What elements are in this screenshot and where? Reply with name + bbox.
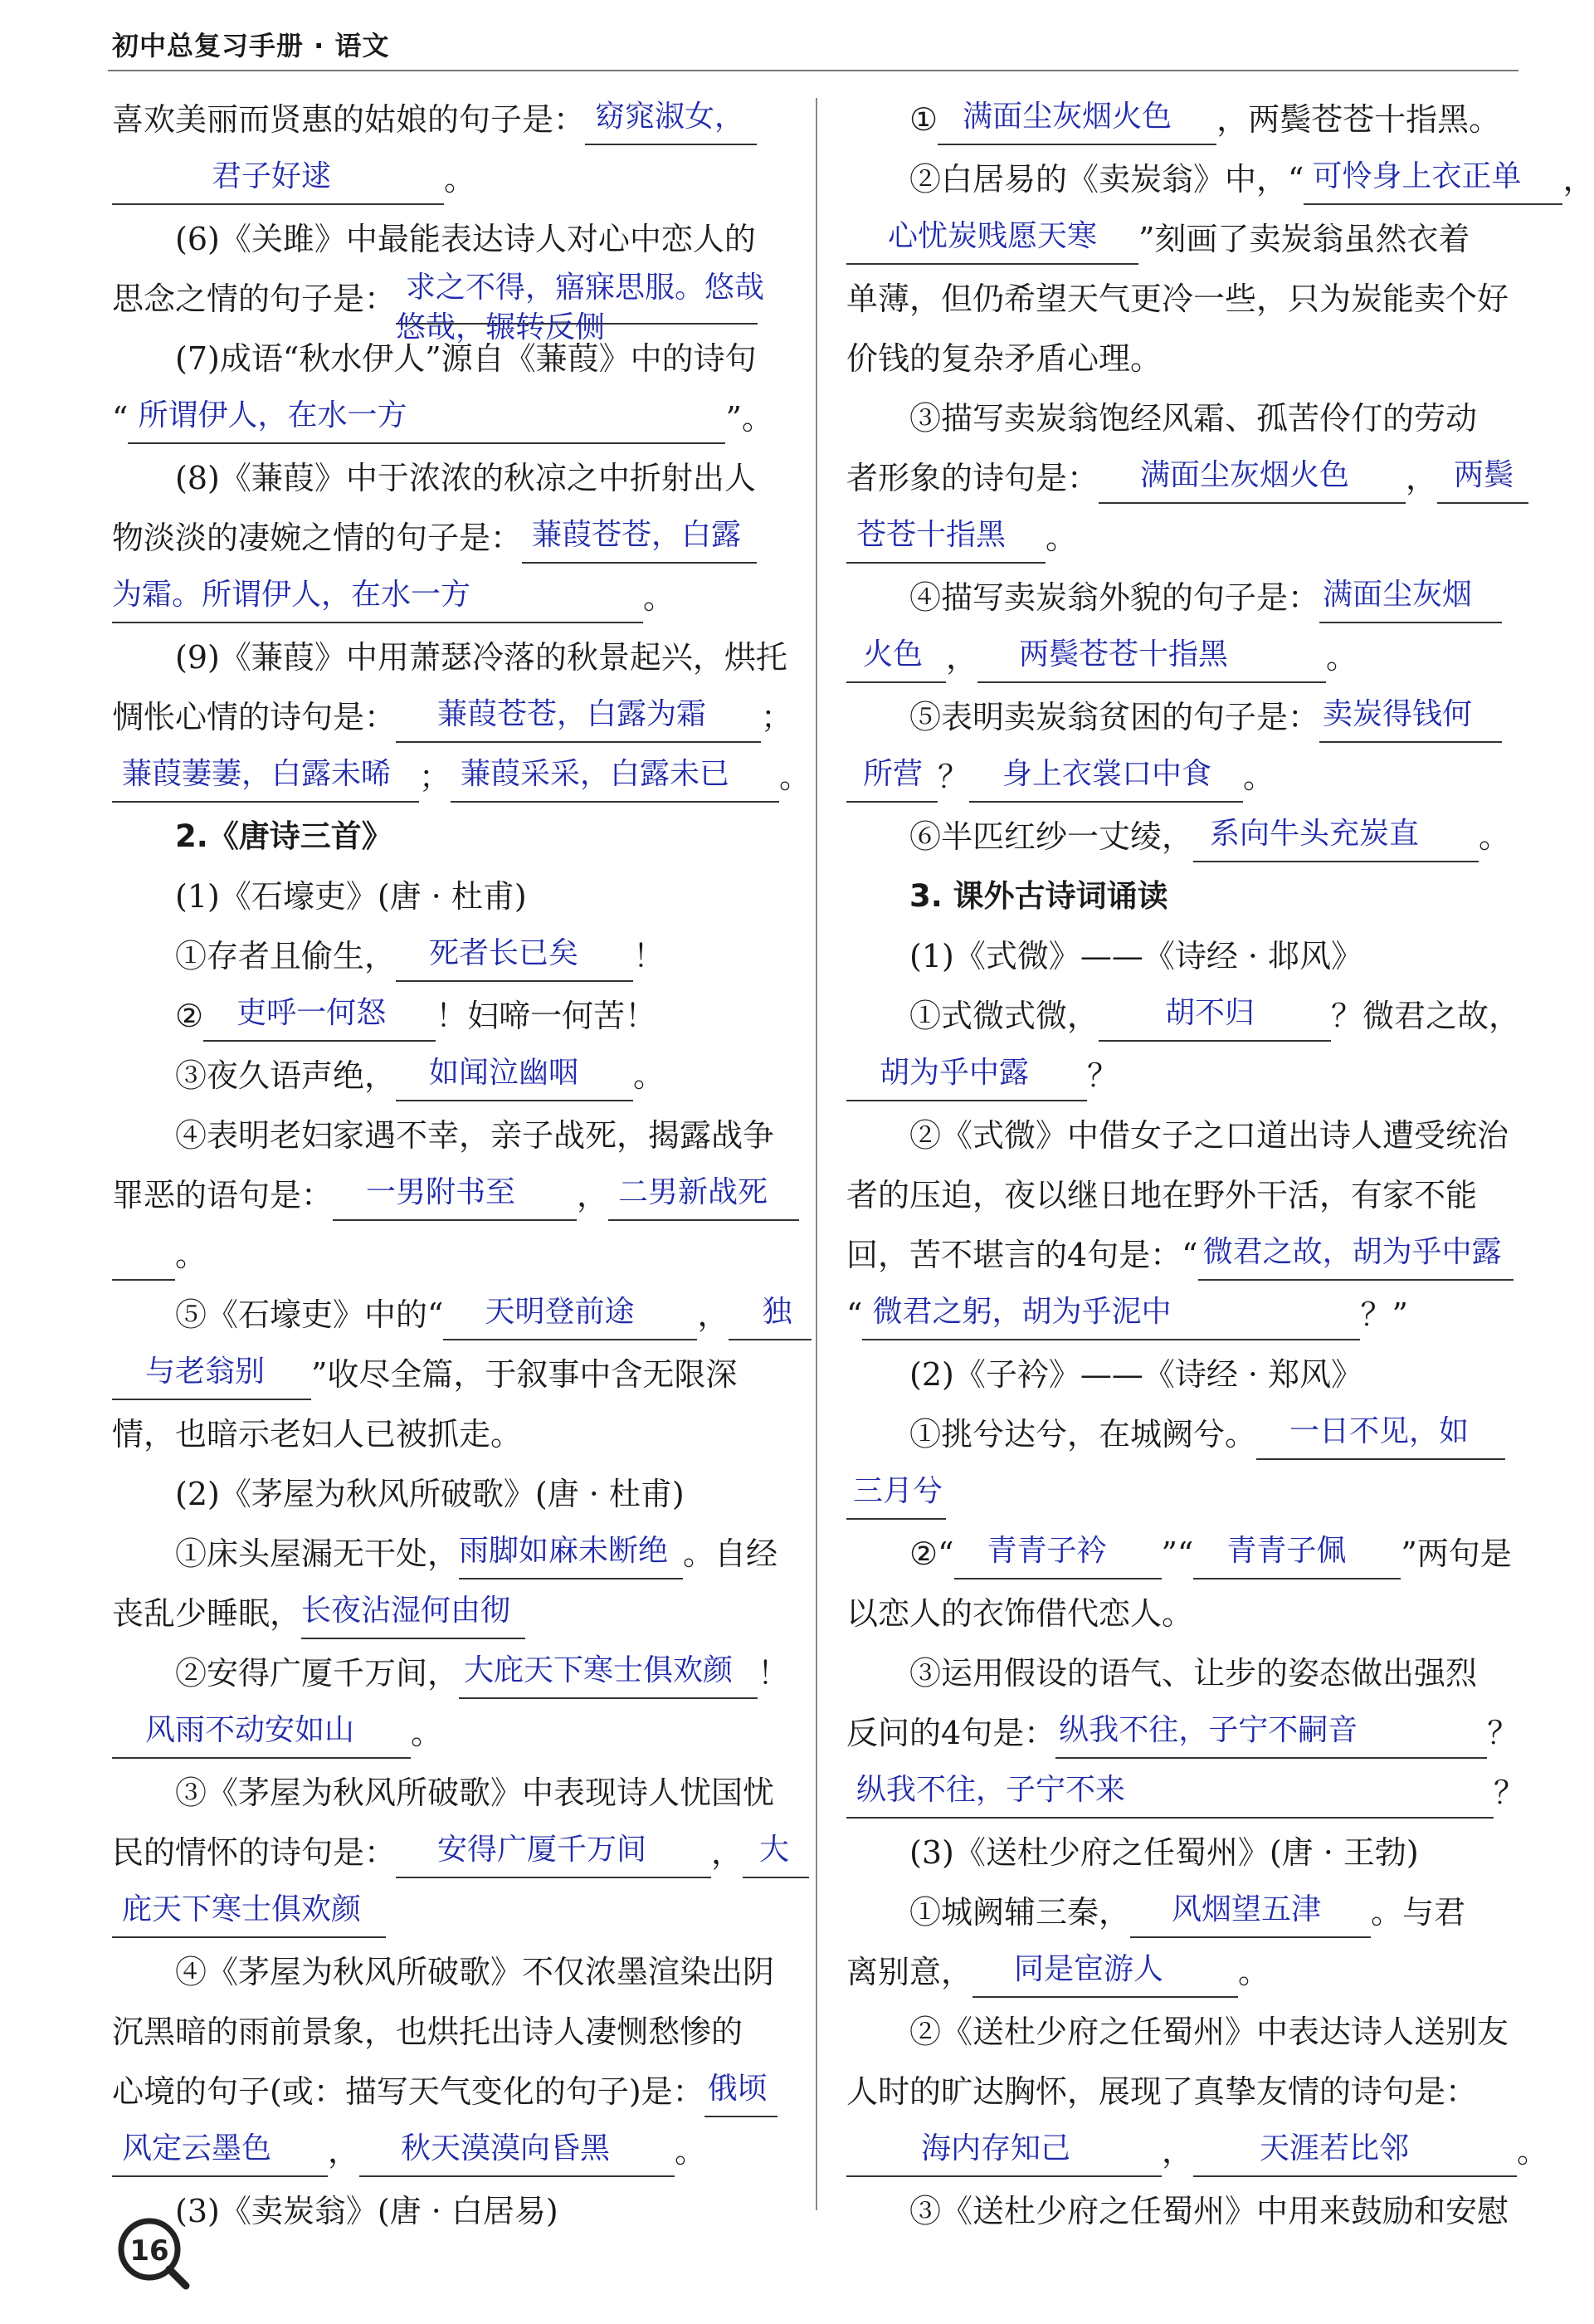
answer-blank[interactable]: 俄顷 <box>704 2073 778 2117</box>
answer-blank[interactable]: 两鬓 <box>1437 459 1528 504</box>
question-text: ②《式微》中借女子之口道出诗人遭受统治 <box>909 1117 1509 1154</box>
answer-blank[interactable]: 所营 <box>846 758 938 803</box>
text-line: 心忧炭贱愿天寒 ”刻画了卖炭翁虽然衣着 <box>846 209 1518 269</box>
text-line: 风雨不动安如山 。 <box>112 1703 782 1763</box>
question-text: ④表明老妇家遇不幸，亲子战死，揭露战争 <box>175 1117 775 1154</box>
text-line: ①式微式微， 胡不归 ？微君之故， <box>846 986 1518 1046</box>
text-line: 丧乱少睡眠， 长夜沾湿何由彻 <box>112 1584 782 1643</box>
text-line: 思念之情的句子是： 求之不得，寤寐思服。悠哉 悠哉，辗转反侧 <box>112 270 765 344</box>
text-line: 胡为乎中露 ？ <box>846 1046 1518 1106</box>
answer-blank[interactable]: 大庇天下寒士俱欢颜 <box>459 1654 758 1699</box>
answer-blank[interactable]: 青青子衿 <box>954 1535 1162 1579</box>
text-line: ②白居易的《卖炭翁》中，“ 可怜身上衣正单 ， <box>846 149 1518 209</box>
text-line: 喜欢美丽而贤惠的姑娘的句子是： 窈窕淑女， <box>112 90 782 149</box>
answer-blank[interactable]: 风烟望五津 <box>1130 1893 1371 1938</box>
answer-blank[interactable]: 如闻泣幽咽 <box>396 1057 633 1101</box>
text-line: “ 微君之躬，胡为乎泥中 ？” <box>846 1285 1518 1345</box>
text-line: ④描写卖炭翁外貌的句子是： 满面尘灰烟 <box>846 568 1518 627</box>
question-text: (9)《蒹葭》中用萧瑟冷落的秋景起兴，烘托 <box>175 639 787 676</box>
text-line: 海内存知己 ， 天涯若比邻 。 <box>846 2121 1518 2181</box>
answer-blank[interactable]: 庇天下寒士俱欢颜 <box>112 1893 386 1938</box>
answer-blank[interactable]: 蒹葭采采，白露未已 <box>451 758 779 803</box>
answer-blank[interactable]: 为霜。所谓伊人，在水一方 <box>112 579 643 623</box>
text-line: 惆怅心情的诗句是： 蒹葭苍苍，白露为霜 ； <box>112 687 782 747</box>
subsection-title: (2)《茅屋为秋风所破歌》(唐 · 杜甫) <box>175 1476 685 1512</box>
subsection-title: (1)《式微》——《诗经 · 邶风》 <box>909 938 1363 974</box>
text-line: 为霜。所谓伊人，在水一方 。 <box>112 568 782 627</box>
text-line: 所营 ？ 身上衣裳口中食 。 <box>846 747 1518 807</box>
text-line: ⑥半匹红纱一丈绫， 系向牛头充炭直 。 <box>846 807 1518 867</box>
answer-blank[interactable]: 与老翁别 <box>112 1355 311 1400</box>
answer-blank[interactable]: 系向牛头充炭直 <box>1193 818 1479 862</box>
answer-blank[interactable]: 秋天漠漠向昏黑 <box>359 2132 675 2177</box>
answer-blank[interactable]: 胡不归 <box>1099 997 1331 1042</box>
section-heading: 2.《唐诗三首》 <box>175 818 392 854</box>
answer-blank[interactable]: 天涯若比邻 <box>1193 2132 1517 2177</box>
answer-blank[interactable]: 微君之躬，胡为乎泥中 <box>862 1296 1360 1340</box>
text-line: ②安得广厦千万间， 大庇天下寒士俱欢颜 ！ <box>112 1643 782 1703</box>
question-text: 者的压迫，夜以继日地在野外干活，有家不能 <box>846 1177 1478 1213</box>
text-line: ③夜久语声绝， 如闻泣幽咽 。 <box>112 1046 782 1106</box>
answer-blank[interactable]: 心忧炭贱愿天寒 <box>846 220 1138 265</box>
header-title: 初中总复习手册 · 语文 <box>112 30 390 61</box>
text-line: 回，苦不堪言的4句是：“ 微君之故，胡为乎中露 <box>846 1225 1518 1285</box>
question-text: ③运用假设的语气、让步的姿态做出强烈 <box>909 1655 1478 1692</box>
page-number: 16 <box>129 2234 169 2268</box>
text-line: 罪恶的语句是： 一男附书至 ， 二男新战死 <box>112 1165 782 1225</box>
answer-blank[interactable]: 同是宦游人 <box>972 1953 1238 1998</box>
answer-blank[interactable]: 满面尘灰烟 <box>1319 579 1502 623</box>
text-line: ①床头屋漏无干处， 雨脚如麻未断绝 。自经 <box>112 1524 782 1584</box>
answer-blank[interactable]: 身上衣裳口中食 <box>969 758 1243 803</box>
answer-blank[interactable] <box>112 1236 175 1281</box>
text-line: 离别意， 同是宦游人 。 <box>846 1942 1518 2002</box>
text-line: 。 <box>112 1225 782 1285</box>
answer-blank[interactable]: 大 <box>743 1833 809 1878</box>
subsection-title: (1)《石壕吏》(唐 · 杜甫) <box>175 878 527 915</box>
answer-blank[interactable]: 卖炭得钱何 <box>1319 698 1502 743</box>
subsection-title: (3)《送杜少府之任蜀州》(唐 · 王勃) <box>909 1834 1419 1871</box>
question-text: 价钱的复杂矛盾心理。 <box>846 340 1163 377</box>
answer-blank[interactable]: 微君之故，胡为乎中露 <box>1198 1236 1514 1281</box>
answer-blank[interactable]: 海内存知己 <box>846 2132 1162 2177</box>
text-line: ①存者且偷生， 死者长已矣 ！ <box>112 926 782 986</box>
question-text: ③描写卖炭翁饱经风霜、孤苦伶仃的劳动 <box>909 400 1478 437</box>
answer-blank[interactable]: 蒹葭萋萋，白露未晞 <box>112 758 419 803</box>
text-line: “ 所谓伊人，在水一方 ”。 <box>112 388 782 448</box>
answer-blank[interactable]: 两鬓苍苍十指黑 <box>977 638 1326 683</box>
text-line: ⑤表明卖炭翁贫困的句子是： 卖炭得钱何 <box>846 687 1518 747</box>
question-text: (7)成语“秋水伊人”源自《蒹葭》中的诗句 <box>175 340 757 377</box>
answer-blank[interactable]: 君子好逑 <box>112 160 444 205</box>
question-text: ②《送杜少府之任蜀州》中表达诗人送别友 <box>909 2014 1509 2050</box>
text-line: 君子好逑 。 <box>112 149 782 209</box>
question-text: 人时的旷达胸怀，展现了真挚友情的诗句是： <box>846 2073 1478 2110</box>
text-line: 蒹葭萋萋，白露未晞 ； 蒹葭采采，白露未已 。 <box>112 747 782 807</box>
magnifier-icon <box>115 2214 191 2291</box>
question-text: 单薄，但仍希望天气更冷一些，只为炭能卖个好 <box>846 281 1509 317</box>
answer-blank[interactable]: 所谓伊人，在水一方 <box>128 399 725 444</box>
text-line: ⑤《石壕吏》中的“ 天明登前途 ， 独 <box>112 1285 782 1345</box>
answer-blank[interactable]: 满面尘灰烟火色 <box>938 100 1216 145</box>
answer-blank[interactable]: 风定云墨色 <box>112 2132 328 2177</box>
text-line: 火色 ， 两鬓苍苍十指黑 。 <box>846 627 1518 687</box>
text-line: ①挑兮达兮，在城阙兮。 一日不见，如 <box>846 1404 1518 1464</box>
subsection-title: (3)《卖炭翁》(唐 · 白居易) <box>175 2193 558 2229</box>
text-line: 反问的4句是： 纵我不往，子宁不嗣音 ？ <box>846 1703 1518 1763</box>
answer-blank[interactable]: 青青子佩 <box>1193 1535 1401 1579</box>
answer-blank[interactable]: 安得广厦千万间 <box>396 1833 711 1878</box>
text-line: 与老翁别 ”收尽全篇，于叙事中含无限深 <box>112 1345 782 1404</box>
question-text: 沉黑暗的雨前景象，也烘托出诗人凄恻愁惨的 <box>112 2014 743 2050</box>
header-divider <box>108 70 1518 71</box>
answer-blank[interactable]: 一男附书至 <box>333 1176 577 1221</box>
text-line: 民的情怀的诗句是： 安得广厦千万间 ， 大 <box>112 1823 782 1882</box>
text-line: ② 吏呼一何怒 ！妇啼一何苦！ <box>112 986 782 1046</box>
answer-blank[interactable]: 求之不得，寤寐思服。悠哉 悠哉，辗转反侧 <box>396 270 765 344</box>
answer-blank[interactable]: 天明登前途 <box>443 1296 697 1340</box>
question-text: ③《送杜少府之任蜀州》中用来鼓励和安慰 <box>909 2193 1509 2229</box>
question-text: ④《茅屋为秋风所破歌》不仅浓墨渲染出阴 <box>175 1954 775 1990</box>
answer-blank[interactable]: 二男新战死 <box>608 1176 799 1221</box>
text-line: 物淡淡的凄婉之情的句子是： 蒹葭苍苍，白露 <box>112 508 782 568</box>
answer-blank[interactable]: 窈窕淑女， <box>585 100 757 145</box>
right-column <box>846 90 1594 2241</box>
answer-blank[interactable]: 可怜身上衣正单 <box>1304 160 1562 205</box>
question-text: ③《茅屋为秋风所破歌》中表现诗人忧国忧 <box>175 1775 775 1811</box>
page-number-badge <box>115 2214 191 2291</box>
answer-blank[interactable]: 一日不见，如 <box>1256 1415 1505 1460</box>
text-line: 风定云墨色 ， 秋天漠漠向昏黑 。 <box>112 2121 782 2181</box>
question-text: (6)《关雎》中最能表达诗人对心中恋人的 <box>175 221 756 257</box>
answer-blank[interactable]: 纵我不往，子宁不来 <box>846 1774 1494 1819</box>
answer-blank[interactable]: 蒹葭苍苍，白露为霜 <box>396 698 761 743</box>
text-line <box>112 1882 782 1942</box>
left-column <box>112 90 812 2241</box>
answer-blank[interactable]: 吏呼一何怒 <box>203 997 436 1042</box>
answer-blank[interactable]: 雨脚如麻未断绝 <box>459 1535 683 1579</box>
column-divider <box>816 98 817 2210</box>
answer-blank[interactable]: 胡为乎中露 <box>846 1057 1087 1101</box>
answer-blank[interactable]: 苍苍十指黑 <box>846 519 1046 564</box>
text-line: 纵我不往，子宁不来 ？ <box>846 1763 1518 1823</box>
answer-blank[interactable]: 蒹葭苍苍，白露 <box>522 519 757 564</box>
answer-blank[interactable]: 火色 <box>846 638 946 683</box>
answer-blank[interactable]: 独 <box>729 1296 812 1340</box>
section-heading: 3. 课外古诗词诵读 <box>909 878 1168 914</box>
answer-blank[interactable]: 三月兮 <box>846 1475 946 1520</box>
text-line: ① 满面尘灰烟火色 ，两鬓苍苍十指黑。 <box>846 90 1518 149</box>
subsection-title: (2)《子衿》——《诗经 · 郑风》 <box>909 1356 1363 1393</box>
text-line: 心境的句子(或：描写天气变化的句子)是： 俄顷 <box>112 2062 782 2121</box>
answer-blank[interactable]: 风雨不动安如山 <box>112 1714 411 1759</box>
text-line <box>846 1464 1518 1524</box>
answer-blank[interactable]: 死者长已矣 <box>396 937 633 982</box>
answer-blank[interactable]: 纵我不往，子宁不嗣音 <box>1055 1714 1487 1759</box>
text-line: ①城阙辅三秦， 风烟望五津 。与君 <box>846 1882 1518 1942</box>
question-text: (8)《蒹葭》中于浓浓的秋凉之中折射出人 <box>175 460 756 496</box>
question-text: 情，也暗示老妇人已被抓走。 <box>112 1416 523 1452</box>
answer-blank[interactable]: 满面尘灰烟火色 <box>1099 459 1406 504</box>
answer-blank[interactable]: 长夜沾湿何由彻 <box>301 1594 525 1639</box>
text-line: 者形象的诗句是： 满面尘灰烟火色 ， 两鬓 <box>846 448 1518 508</box>
question-text: 以恋人的衣饰借代恋人。 <box>846 1595 1194 1632</box>
text-line: ②“ 青青子衿 ”“ 青青子佩 ”两句是 <box>846 1524 1518 1584</box>
text-line: 苍苍十指黑 。 <box>846 508 1518 568</box>
